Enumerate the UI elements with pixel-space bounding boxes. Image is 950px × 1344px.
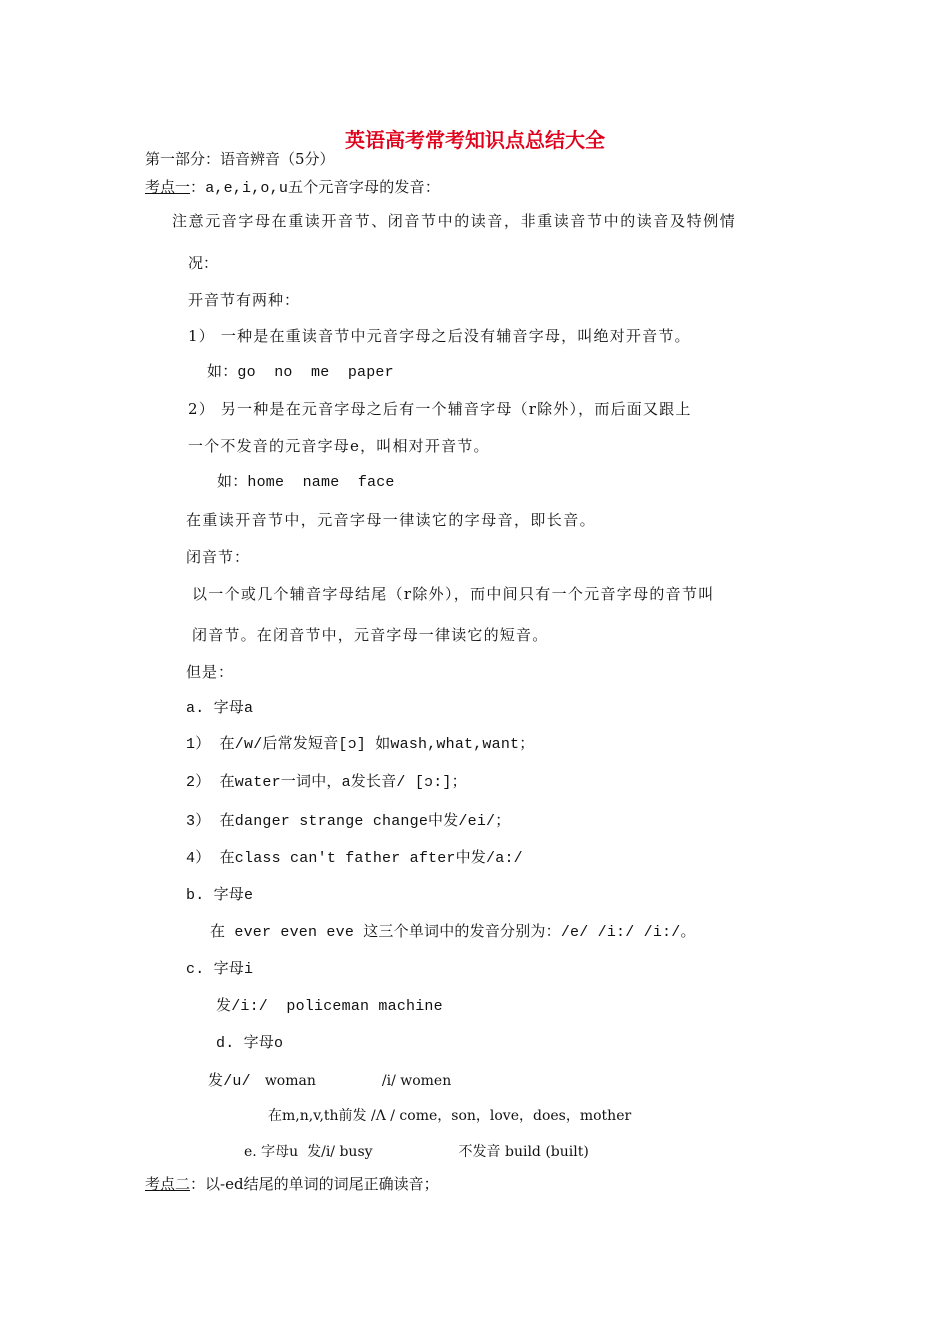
open-syllable-1-example: 如：go no me paper: [207, 364, 394, 381]
kaodian-2-text: ：以-ed结尾的单词的词尾正确读音；: [190, 1175, 439, 1193]
closed-syllable-2: 闭音节。在闭音节中，元音字母一律读它的短音。: [192, 626, 549, 644]
note-line-1: 注意元音字母在重读开音节、闭音节中的读音，非重读音节中的读音及特例情: [172, 212, 737, 230]
letter-o-rule-1-a: 发/u/: [208, 1073, 251, 1090]
letter-u-rule-b: 不发音 build (built): [458, 1144, 589, 1160]
closed-syllable-1: 以一个或几个辅音字母结尾（r除外），而中间只有一个元音字母的音节叫: [192, 585, 715, 603]
kaodian-1-text: ：a,e,i,o,u五个元音字母的发音：: [190, 180, 441, 197]
kaodian-1-label: 考点一: [145, 178, 191, 196]
letter-i-rule: 发/i:/ policeman machine: [216, 998, 443, 1015]
open-syllable-2-example: 如：home name face: [217, 474, 395, 491]
letter-a-rule-1: 1） 在/w/后常发短音[ɔ] 如wash,what,want；: [186, 736, 535, 753]
closed-syllable-heading: 闭音节：: [186, 548, 251, 566]
open-syllable-intro: 开音节有两种：: [188, 291, 301, 309]
open-syllable-2a: 2） 另一种是在元音字母之后有一个辅音字母（r除外），而后面又跟上: [188, 400, 692, 418]
section-heading: 第一部分：语音辨音（5分）: [145, 150, 335, 168]
document-title: 英语高考常考知识点总结大全: [345, 128, 605, 152]
letter-a-heading: a. 字母a: [186, 700, 254, 717]
letter-o-heading: d. 字母o: [216, 1035, 284, 1052]
letter-a-rule-3: 3） 在danger strange change中发/ei/；: [186, 813, 511, 830]
letter-o-rule-1: [208, 1072, 451, 1091]
letter-u-rule: [244, 1143, 589, 1161]
letter-e-rule: 在 ever even eve 这三个单词中的发音分别为：/e/ /i:/ /i:/。: [210, 924, 696, 941]
open-syllable-long: 在重读开音节中，元音字母一律读它的字母音，即长音。: [186, 511, 597, 529]
letter-u-rule-a: e. 字母u 发/i/ busy: [244, 1144, 373, 1160]
but-heading: 但是：: [186, 663, 235, 681]
letter-a-rule-2: 2） 在water一词中，a发长音/ [ɔ:]；: [186, 774, 467, 791]
letter-o-rule-1-b: woman: [264, 1073, 316, 1089]
letter-o-rule-1-c: /i/ women: [381, 1073, 452, 1089]
open-syllable-1: 1） 一种是在重读音节中元音字母之后没有辅音字母，叫绝对开音节。: [188, 327, 691, 345]
letter-e-heading: b. 字母e: [186, 887, 254, 904]
letter-i-heading: c. 字母i: [186, 961, 254, 978]
open-syllable-2b: 一个不发音的元音字母e，叫相对开音节。: [188, 437, 490, 455]
kaodian-1: [145, 178, 440, 198]
kaodian-2-label: 考点二: [145, 1175, 191, 1193]
kaodian-2: [145, 1175, 439, 1193]
letter-a-rule-4: 4） 在class can't father after中发/a:/: [186, 850, 523, 867]
letter-o-rule-2: 在m,n,v,th前发 /Λ / come，son，love，does，mother: [268, 1108, 632, 1124]
note-line-2: 况：: [188, 254, 219, 272]
